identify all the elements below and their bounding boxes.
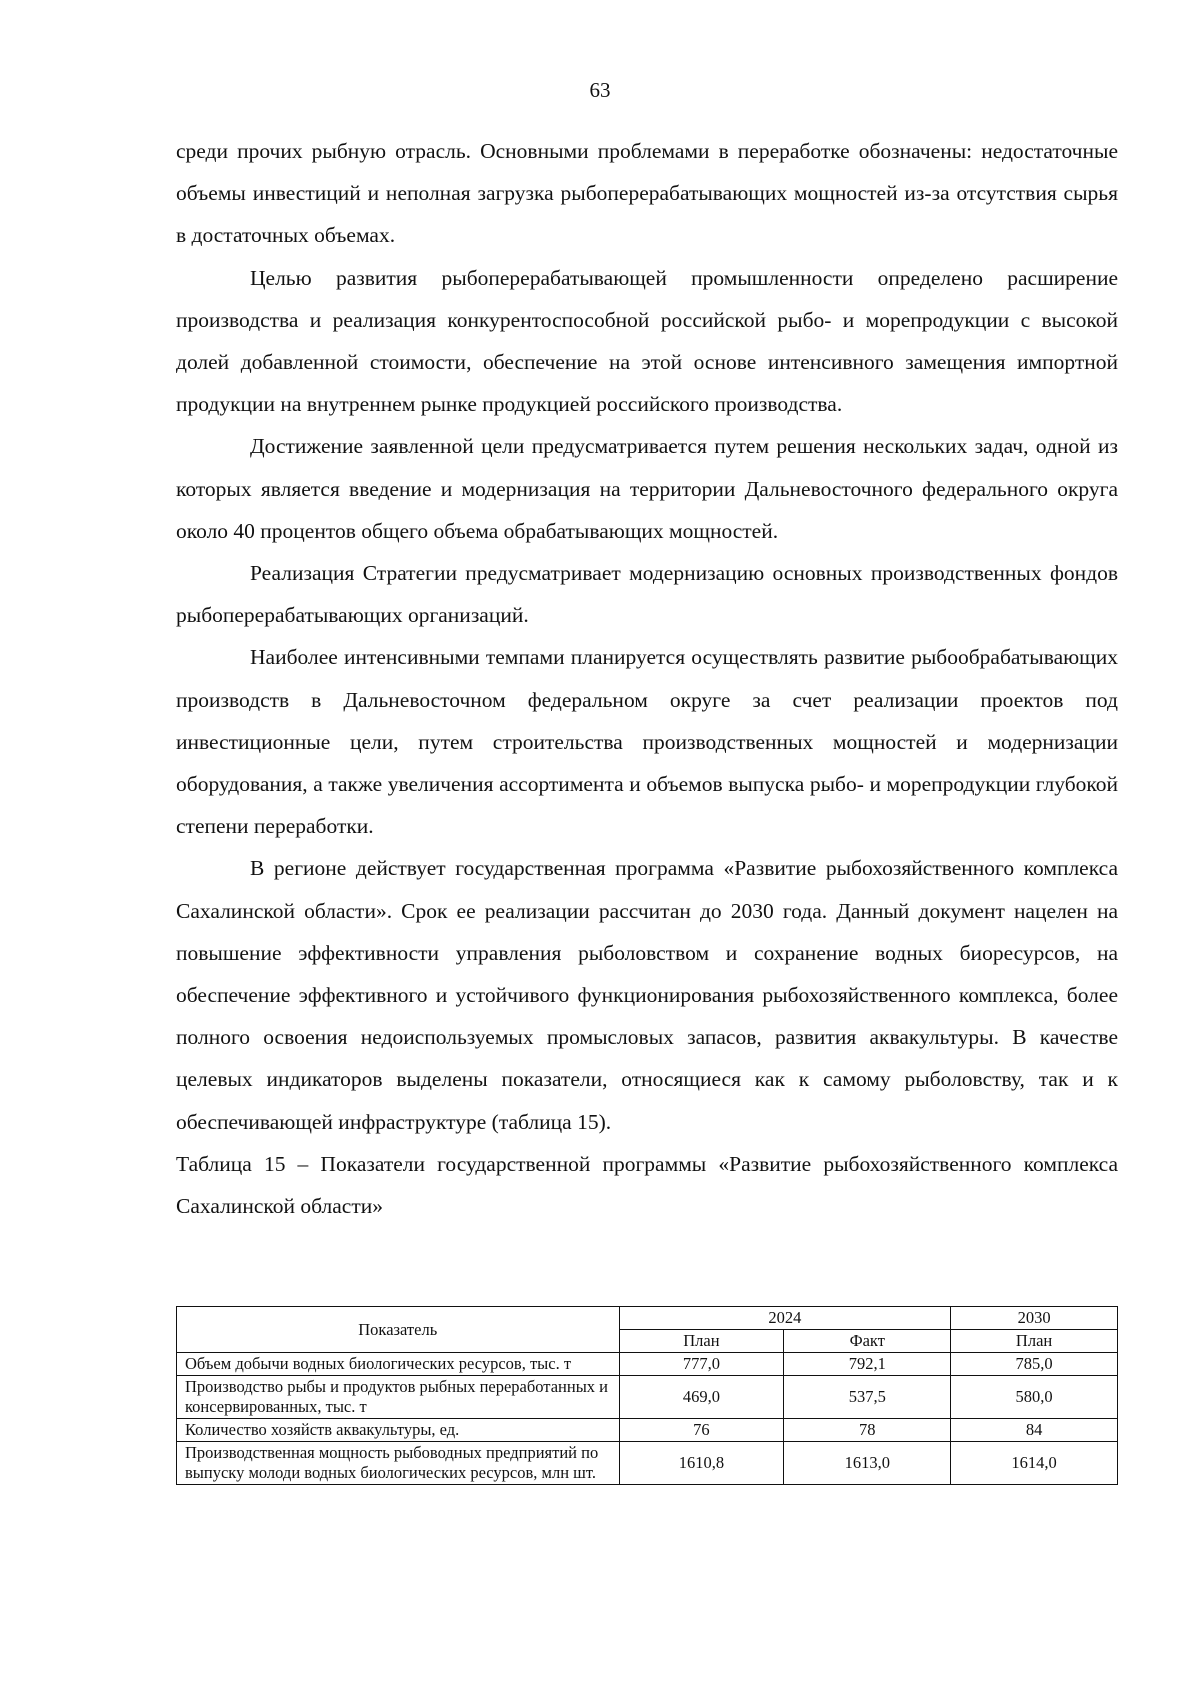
table-row [177, 1376, 1118, 1419]
paragraph: В регионе действует государственная программа «Развитие рыбохозяйственного комплекса Сахалинской области». Срок ее реализации рассчитан до 2030 года. Данный документ нацелен на повышение эффективности управления рыболовством и сохранение водных биоресурсов, на обеспечение эффективного и устойчивого функционирования рыбохозяйственного комплекса, более полного освоения недоиспользуемых промысловых запасов, развития аквакультуры. В качестве целевых индикаторов выделены показатели, относящиеся как к самому рыболовству, так и к обеспечивающей инфраструктуре (таблица 15). [176, 856, 1118, 1134]
header-indicator: Показатель [177, 1307, 620, 1353]
plan-2024-cell: 1610,8 [619, 1442, 784, 1485]
table-row [177, 1353, 1118, 1376]
plan-2030-cell: 1614,0 [951, 1442, 1118, 1485]
indicators-table [176, 1306, 1118, 1485]
page-number: 63 [589, 78, 611, 102]
fact-2024-cell: 792,1 [784, 1353, 951, 1376]
indicator-cell: Объем добычи водных биологических ресурсов, тыс. т [177, 1353, 620, 1376]
paragraph: среди прочих рыбную отрасль. Основными проблемами в переработке обозначены: недостаточные объемы инвестиций и неполная загрузка рыбоперерабатывающих мощностей из-за отсутствия сырья в достаточных объемах. [176, 139, 1118, 248]
plan-2024-cell: 469,0 [619, 1376, 784, 1419]
plan-2024-cell: 777,0 [619, 1353, 784, 1376]
header-plan-2024: План [619, 1330, 784, 1353]
plan-2030-cell: 785,0 [951, 1353, 1118, 1376]
header-year-2030: 2030 [951, 1307, 1118, 1330]
table-caption: Таблица 15 – Показатели государственной программы «Развитие рыбохозяйственного комплекса Сахалинской области» [176, 1151, 1118, 1219]
table-header-row [177, 1307, 1118, 1330]
header-fact-2024: Факт [784, 1330, 951, 1353]
paragraph: Наиболее интенсивными темпами планируется осуществлять развитие рыбообрабатывающих производств в Дальневосточном федеральном округе за счет реализации проектов под инвестиционные цели, путем строительства производственных мощностей и модернизации оборудования, а также увеличения ассортимента и объемов выпуска рыбо- и морепродукции глубокой степени переработки. [176, 645, 1118, 839]
indicator-cell: Количество хозяйств аквакультуры, ед. [177, 1419, 620, 1442]
plan-2024-cell: 76 [619, 1419, 784, 1442]
paragraph: Реализация Стратегии предусматривает модернизацию основных производственных фондов рыбоперерабатывающих организаций. [176, 561, 1118, 628]
fact-2024-cell: 537,5 [784, 1376, 951, 1419]
fact-2024-cell: 1613,0 [784, 1442, 951, 1485]
header-year-2024: 2024 [619, 1307, 951, 1330]
table-row [177, 1442, 1118, 1485]
indicator-cell: Производство рыбы и продуктов рыбных переработанных и консервированных, тыс. т [177, 1376, 620, 1419]
fact-2024-cell: 78 [784, 1419, 951, 1442]
table-row [177, 1419, 1118, 1442]
header-plan-2030: План [951, 1330, 1118, 1353]
paragraph: Достижение заявленной цели предусматривается путем решения нескольких задач, одной из которых является введение и модернизация на территории Дальневосточного федерального округа около 40 процентов общего объема обрабатывающих мощностей. [176, 434, 1118, 543]
plan-2030-cell: 84 [951, 1419, 1118, 1442]
plan-2030-cell: 580,0 [951, 1376, 1118, 1419]
document-body [176, 130, 1118, 1227]
indicator-cell: Производственная мощность рыбоводных предприятий по выпуску молоди водных биологических ресурсов, млн шт. [177, 1442, 620, 1485]
paragraph: Целью развития рыбоперерабатывающей промышленности определено расширение производства и реализация конкурентоспособной российской рыбо- и морепродукции с высокой долей добавленной стоимости, обеспечение на этой основе интенсивного замещения импортной продукции на внутреннем рынке продукцией российского производства. [176, 265, 1118, 417]
